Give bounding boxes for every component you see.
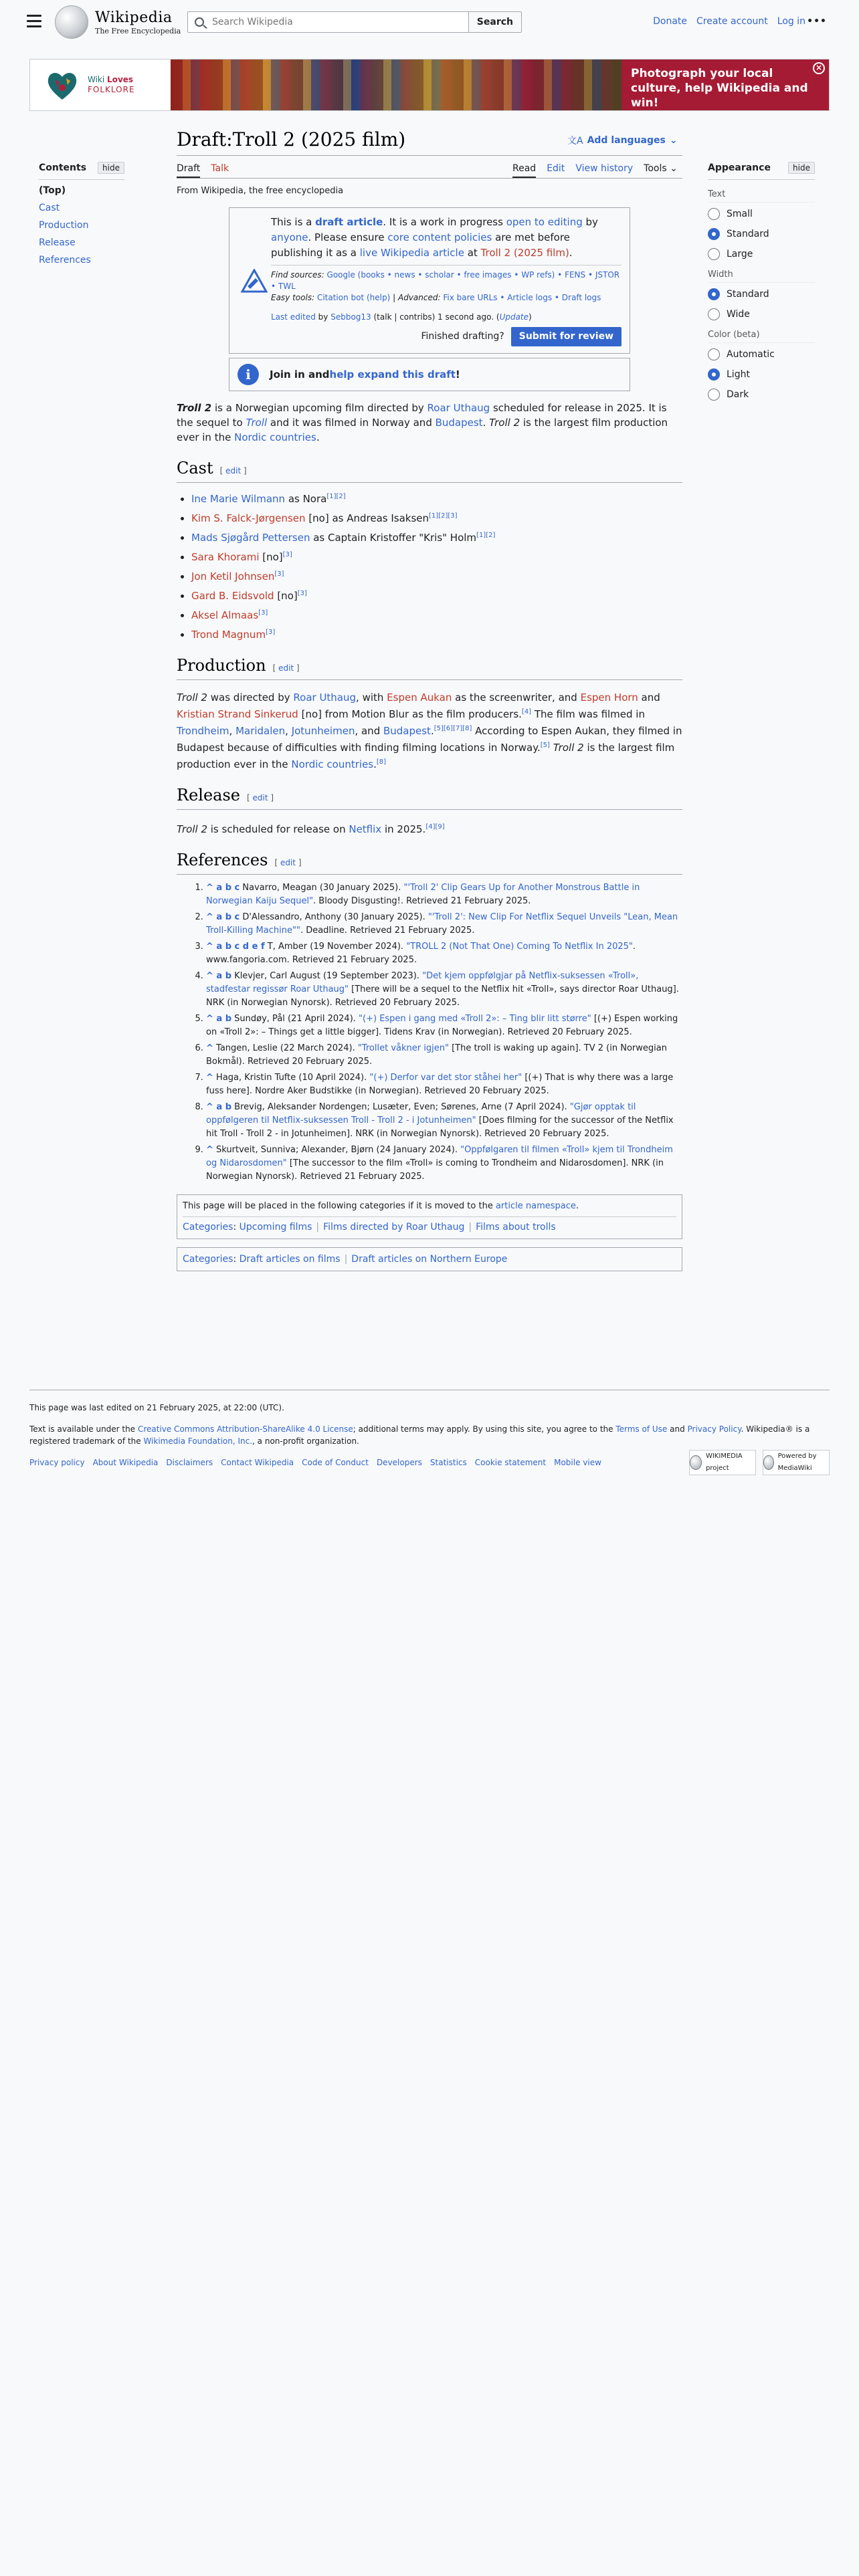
add-languages-label: Add languages [587, 135, 666, 146]
footer-link[interactable]: Privacy policy [29, 1458, 85, 1467]
advanced-tools-links[interactable]: Fix bare URLs • Article logs • Draft logs [443, 293, 601, 302]
cast-heading: Cast [ edit ] [177, 461, 682, 483]
more-options-icon[interactable]: ••• [807, 16, 827, 27]
roar-uthaug-link[interactable]: Roar Uthaug [293, 691, 357, 704]
footer-link[interactable]: Disclaimers [166, 1458, 213, 1467]
citation[interactable]: [4][9] [425, 823, 445, 831]
cast-list [177, 490, 682, 642]
terms-link[interactable]: Terms of Use [615, 1424, 668, 1434]
citation[interactable]: [4] [521, 708, 532, 716]
toc-item-top[interactable]: (Top) [39, 185, 66, 196]
footer-link[interactable]: Cookie statement [474, 1458, 547, 1467]
anyone-link[interactable]: anyone [271, 231, 308, 243]
reference-item: 5. ^ a b Sundøy, Pål (21 April 2024). "(+) Espen i gang med «Troll 2»: – Ting blir litt større" [(+) Espen working on «Troll 2»: – Things get a little bigger]. Tidens Krav (in Norwegian). Retrieved 20 February 2025. [206, 1012, 682, 1039]
wlf-folklore: FOLKLORE [88, 85, 135, 94]
draft-tools: Find sources: Google (books • news • scholar • free images • WP refs) • FENS • JSTOR • TWL Easy tools: Citation bot (help) | Advanced: Fix bare URLs • Article logs • Draft logs [271, 265, 622, 304]
references-edit-link[interactable]: edit [280, 858, 296, 867]
citation[interactable]: [5] [540, 742, 550, 749]
last-edited-footer: This page was last edited on 21 February 2025, at 22:00 (UTC). [29, 1403, 284, 1412]
submit-for-review-button[interactable]: Submit for review [511, 327, 622, 346]
separator: | [468, 1222, 472, 1232]
cast-item: • Ine Marie Wilmann as Nora[1][2] [191, 490, 682, 506]
wlf-loves: Loves [107, 75, 134, 84]
footer-link[interactable]: Developers [376, 1458, 422, 1467]
wiki-loves-folklore-logo [30, 60, 171, 110]
wikipedia-globe-icon [55, 5, 88, 39]
mediawiki-badge[interactable]: Powered by MediaWiki [763, 1450, 830, 1475]
footer-link[interactable]: Code of Conduct [302, 1458, 369, 1467]
cc-license-link[interactable]: Creative Commons Attribution-ShareAlike 4.0 License [137, 1424, 353, 1434]
reference-item: 9. ^ Skurtveit, Sunniva; Alexander, Bjørn (24 January 2024). "Oppfølgaren til filmen «Troll» kjem til Trondheim og Nidarosdomen" [The successor to the film «Troll» is coming to Trondheim and Nidarosdomen]. NRK (in Norwegian Nynorsk). Retrieved 21 February 2025. [206, 1144, 682, 1184]
toc-hide-button[interactable]: hide [98, 162, 124, 174]
espen-horn-link[interactable]: Espen Horn [580, 691, 638, 704]
citation[interactable]: [3] [282, 551, 292, 558]
backlink[interactable]: ^ [206, 1073, 213, 1083]
maridalen-link[interactable]: Maridalen [235, 725, 286, 737]
backlink[interactable]: ^ a b [206, 1102, 232, 1112]
cast-member-link[interactable]: Gard B. Eidsvold [191, 590, 274, 602]
production-edit-link[interactable]: edit [278, 663, 294, 673]
cast-member-link[interactable]: Trond Magnum [191, 629, 266, 641]
cast-member-link[interactable]: Kim S. Falck-Jørgensen [191, 512, 306, 524]
search-button[interactable]: Search [468, 11, 522, 33]
appearance-title: Appearance [708, 163, 771, 173]
reference-item: 2. ^ a b c D'Alessandro, Anthony (30 January 2025). "'Troll 2': New Clip For Netflix Sequel Unveils "Lean, Mean Troll-Killing Machine"". Deadline. Retrieved 21 February 2025. [206, 911, 682, 938]
cast-item: • Mads Sjøgård Pettersen as Captain Kristoffer "Kris" Holm[1][2] [191, 528, 682, 545]
footer-link[interactable]: Contact Wikipedia [221, 1458, 294, 1467]
tab-view-history[interactable]: View history [575, 163, 634, 174]
namespace-tabs [177, 163, 229, 178]
separator: | [344, 1254, 348, 1265]
separator: | [316, 1222, 320, 1232]
toc-title: Contents [39, 163, 87, 173]
appearance-hide-button[interactable]: hide [788, 162, 815, 174]
editor-user-link[interactable]: Sebbog13 [330, 312, 371, 322]
reference-item: 4. ^ a b Klevjer, Carl August (19 September 2023). "Det kjem oppfølgjar på Netflix-suksessen «Troll», stadfestar regissør Roar Uthaug" [There will be a sequel to the Netflix hit «Troll», says director Roar Uthaug]. NRK (in Norwegian Nynorsk). Retrieved 20 February 2025. [206, 970, 682, 1010]
donate-link[interactable]: Donate [653, 16, 688, 27]
cast-item [191, 567, 682, 584]
main-menu-icon[interactable] [27, 15, 41, 28]
site-tagline: From Wikipedia, the free encyclopedia [177, 186, 344, 196]
color-label: Color (beta) [708, 330, 815, 343]
live-article-link[interactable]: live Wikipedia article [359, 247, 464, 259]
cast-item: • Sara Khorami [no][3] [191, 548, 682, 564]
trondheim-link[interactable]: Trondheim [177, 725, 229, 737]
appearance-panel [708, 162, 815, 409]
backlink[interactable]: ^ a b [206, 1014, 232, 1024]
backlink[interactable]: ^ [206, 1145, 213, 1155]
nordic-countries-link[interactable]: Nordic countries [234, 431, 316, 443]
tab-edit[interactable]: Edit [547, 163, 565, 174]
site-header [0, 0, 859, 43]
search-icon [195, 17, 204, 27]
backlink[interactable]: ^ a b c [206, 883, 240, 893]
reference-link[interactable]: "(+) Derfor var det stor ståhei her" [369, 1073, 522, 1083]
text-standard-radio[interactable]: Standard [708, 228, 815, 240]
cast-member-link[interactable]: Jon Ketil Johnsen [191, 570, 275, 582]
backlink[interactable]: ^ a b [206, 971, 232, 981]
add-languages-button[interactable] [567, 134, 678, 147]
reference-link[interactable]: "TROLL 2 (Not That One) Coming To Netflix In 2025" [406, 942, 633, 952]
budapest-link[interactable]: Budapest [435, 417, 483, 429]
width-label: Width [708, 270, 815, 283]
reference-item: 1. ^ a b c Navarro, Meagan (30 January 2025). "'Troll 2' Clip Gears Up for Another Monstrous Battle in Norwegian Kaiju Sequel". Bloody Disgusting!. Retrieved 21 February 2025. [206, 881, 682, 908]
width-standard-radio[interactable]: Standard [708, 288, 815, 300]
category-link[interactable]: Draft articles on films [239, 1254, 341, 1265]
search-input[interactable] [211, 16, 465, 28]
references-list [177, 881, 682, 1184]
troll-link[interactable]: Troll [246, 417, 268, 429]
reference-link[interactable]: "(+) Espen i gang med «Troll 2»: – Ting blir litt større" [359, 1014, 591, 1024]
update-link[interactable]: Update [499, 312, 529, 322]
cast-edit-link[interactable]: edit [225, 466, 242, 475]
categories-box: Categories: Draft articles on films | Draft articles on Northern Europe [177, 1247, 682, 1271]
backlink[interactable]: ^ [206, 1043, 213, 1053]
language-icon: 文A [567, 136, 583, 146]
category-link[interactable]: Draft articles on Northern Europe [351, 1254, 508, 1265]
jotunheimen-link[interactable]: Jotunheimen [291, 725, 355, 737]
category-link[interactable]: Upcoming films [239, 1222, 312, 1232]
wlf-wiki: Wiki [88, 75, 105, 84]
kristian-sinkerud-link[interactable]: Kristian Strand Sinkerud [177, 708, 298, 720]
tab-draft[interactable]: Draft [177, 163, 200, 178]
toc-item-release[interactable]: Release [39, 237, 76, 248]
banner-cta-text: Photograph your local culture, help Wikipedia and win! [631, 67, 808, 110]
wikimedia-badge[interactable]: WIKIMEDIA project [689, 1450, 756, 1475]
footer-link[interactable]: Mobile view [554, 1458, 601, 1467]
cast-item [191, 625, 682, 642]
cast-member-link[interactable]: Aksel Almaas [191, 609, 259, 621]
reference-link[interactable]: "'Troll 2': New Clip For Netflix Sequel Unveils "Lean, Mean Troll-Killing Machine"" [206, 912, 678, 936]
finished-drafting-label: Finished drafting? [421, 331, 504, 342]
user-links [653, 16, 805, 27]
release-paragraph: Troll 2 is scheduled for release on Netflix in 2025.[4][9] [177, 823, 445, 835]
cast-member-link[interactable]: Sara Khorami [191, 551, 260, 563]
page-footer [29, 1402, 830, 1472]
draft-article-link[interactable]: draft article [315, 216, 383, 228]
categories-label[interactable]: Categories [183, 1222, 233, 1232]
production-paragraph: Troll 2 was directed by Roar Uthaug, with Espen Aukan as the screenwriter, and Espen Horn and Kristian Strand Sinkerud [no] from Motion Blur as the film producers.[4] The film was filmed in Trondheim, Maridalen, Jotunheimen, and Budapest.[5][6][7][8] According to Espen Aukan, they filmed in Budapest because of difficulties with finding filming locations in Norway.[5] Troll 2 is the largest film production ever in the Nordic countries.[8] [177, 691, 682, 770]
wikipedia-logo[interactable] [55, 5, 181, 39]
budapest-link[interactable]: Budapest [383, 725, 431, 737]
info-icon: i [237, 364, 259, 385]
table-of-contents [39, 162, 132, 272]
wmf-link[interactable]: Wikimedia Foundation, Inc. [143, 1436, 253, 1446]
netflix-link[interactable]: Netflix [349, 823, 382, 835]
search-box[interactable] [187, 11, 468, 33]
production-heading: Production [ edit ] [177, 658, 682, 680]
last-edited-link[interactable]: Last edited [271, 312, 316, 322]
draft-notice: This is a draft article. It is a work in progress open to editing by anyone. Please ensure core content policies are met before publishing it as a live Wikipedia article at Troll 2 (2025 film). Find sources: Google (books • news • scholar • free images • WP refs) • FENS • JSTOR • TWL Easy tools: Citation bot (help) | Advanced: Fix bare URLs • Article logs • Draft logs Last edited by Sebbog13 (talk | contribs) 1 second ago. (Update) Finished drafting? Submit for review [229, 207, 630, 354]
reference-link[interactable]: "Det kjem oppfølgjar på Netflix-suksessen «Troll», stadfestar regissør Roar Uthaug" [206, 971, 639, 994]
cast-item [191, 606, 682, 623]
cast-member-link[interactable]: Mads Sjøgård Pettersen [191, 532, 310, 544]
citation[interactable]: [3] [266, 629, 276, 636]
color-dark-radio[interactable]: Dark [708, 389, 815, 401]
backlink[interactable]: ^ a b c [206, 912, 240, 922]
banner-photo [171, 60, 622, 110]
text-size-label: Text [708, 189, 815, 203]
espen-aukan-link[interactable]: Espen Aukan [387, 691, 452, 704]
create-account-link[interactable]: Create account [696, 16, 768, 27]
category-link[interactable]: Films directed by Roar Uthaug [323, 1222, 465, 1232]
width-wide-radio[interactable]: Wide [708, 308, 815, 320]
citation[interactable]: [3] [274, 570, 284, 578]
reference-link[interactable]: "'Troll 2' Clip Gears Up for Another Monstrous Battle in Norwegian Kaiju Sequel" [206, 883, 640, 906]
join-notice: i Join in and help expand this draft ! [229, 358, 630, 391]
heart-icon [43, 66, 81, 104]
roar-uthaug-link[interactable]: Roar Uthaug [427, 402, 490, 414]
article-namespace-link[interactable]: article namespace [495, 1201, 576, 1211]
release-edit-link[interactable]: edit [252, 793, 268, 802]
cast-item: • Gard B. Eidsvold [no][3] [191, 586, 682, 603]
footer-link[interactable]: About Wikipedia [92, 1458, 159, 1467]
core-policies-link[interactable]: core content policies [387, 231, 492, 243]
privacy-link[interactable]: Privacy Policy [687, 1424, 741, 1434]
license-text: Text is available under the Creative Commons Attribution-ShareAlike 4.0 License; additional terms may apply. By using this site, you agree to the Terms of Use and Privacy Policy. Wikipedia® is a registered trademark of the Wikimedia Foundation, Inc., a non-profit organization. [29, 1424, 810, 1446]
categories-label[interactable]: Categories [183, 1254, 233, 1265]
draft-categories-box: This page will be placed in the following categories if it is moved to the article namespace. Categories: Upcoming films | Films directed by Roar Uthaug | Films about trolls [177, 1194, 682, 1239]
chevron-down-icon: ⌄ [670, 163, 678, 174]
citation[interactable]: [1][2] [326, 493, 346, 500]
toc-item-cast[interactable]: Cast [39, 203, 60, 213]
title-divider [177, 155, 682, 156]
logo-tagline: The Free Encyclopedia [95, 26, 181, 35]
open-to-editing-link[interactable]: open to editing [506, 216, 583, 228]
tab-read[interactable]: Read [512, 163, 536, 178]
citation[interactable]: [1][2][3] [429, 512, 458, 520]
search-form [187, 11, 522, 33]
find-sources-links[interactable]: Google (books • news • scholar • free images • WP refs) • FENS • JSTOR • TWL [271, 270, 620, 291]
target-article-link[interactable]: Troll 2 (2025 film) [480, 247, 569, 259]
reference-link[interactable]: "Gjør opptak til oppfølgeren til Netflix-suksessen Troll - Troll 2 - i Jotunheimen" [206, 1102, 636, 1125]
citation[interactable]: [1][2] [476, 532, 496, 539]
article-content [177, 207, 682, 1271]
page-title: Draft:Troll 2 (2025 film) [177, 128, 406, 150]
citation[interactable]: [8] [376, 758, 387, 766]
toc-item-production[interactable]: Production [39, 220, 89, 231]
cast-member-link[interactable]: Ine Marie Wilmann [191, 493, 286, 505]
footer-link[interactable]: Statistics [430, 1458, 467, 1467]
logo-wordmark: Wikipedia [95, 9, 173, 26]
lead-paragraph: Troll 2 is a Norwegian upcoming film directed by Roar Uthaug scheduled for release in 2025. It is the sequel to Troll and it was filmed in Norway and Budapest. Troll 2 is the largest film production ever in the Nordic countries. [177, 402, 668, 443]
citation-bot-link[interactable]: Citation bot (help) [316, 293, 391, 302]
mediawiki-icon [763, 1455, 774, 1470]
last-edited-info: Last edited by Sebbog13 (talk | contribs) 1 second ago. (Update) [271, 312, 532, 322]
citation[interactable]: [3] [297, 590, 307, 597]
backlink[interactable]: ^ a b c d e f [206, 942, 265, 952]
color-light-radio[interactable]: Light [708, 368, 815, 381]
citation[interactable]: [5][6][7][8] [434, 725, 472, 732]
text-small-radio[interactable]: Small [708, 208, 815, 220]
tabs-divider [177, 178, 682, 179]
text-large-radio[interactable]: Large [708, 248, 815, 260]
references-heading: References [ edit ] [177, 853, 682, 875]
view-tabs [512, 163, 678, 178]
release-heading: Release [ edit ] [177, 788, 682, 810]
banner-cta[interactable] [622, 60, 829, 110]
draft-warning-icon [237, 215, 271, 346]
tab-tools[interactable]: Tools ⌄ [644, 163, 678, 174]
close-icon[interactable]: × [813, 62, 825, 74]
citation[interactable]: [3] [258, 609, 268, 617]
campaign-banner[interactable] [29, 59, 830, 111]
reference-item: 3. ^ a b c d e f T, Amber (19 November 2024). "TROLL 2 (Not That One) Coming To Netflix In 2025". www.fangoria.com. Retrieved 21 February 2025. [206, 940, 682, 967]
nordic-countries-link[interactable]: Nordic countries [291, 758, 374, 770]
tab-talk[interactable]: Talk [211, 163, 229, 174]
color-automatic-radio[interactable]: Automatic [708, 348, 815, 360]
reference-item: 8. ^ a b Brevig, Aleksander Nordengen; Lusæter, Even; Sørenes, Arne (7 April 2024). "Gjør opptak til oppfølgeren til Netflix-suksessen Troll - Troll 2 - i Jotunheimen" [Does filming for the successor of the Netflix hit Troll - Troll 2 - in Jotunheimen]. NRK (in Norwegian Nynorsk). Retrieved 20 February 2025. [206, 1101, 682, 1141]
reference-link[interactable]: "Oppfølgaren til filmen «Troll» kjem til Trondheim og Nidarosdomen" [206, 1145, 673, 1168]
wikimedia-icon [690, 1455, 702, 1470]
chevron-down-icon: ⌄ [669, 135, 678, 146]
toc-item-references[interactable]: References [39, 255, 91, 265]
login-link[interactable]: Log in [777, 16, 805, 27]
category-link[interactable]: Films about trolls [476, 1222, 556, 1232]
cast-item: • Kim S. Falck-Jørgensen [no] as Andreas Isaksen[1][2][3] [191, 509, 682, 526]
reference-item: 6. ^ Tangen, Leslie (22 March 2024). "Trollet våkner igjen" [The troll is waking up again]. TV 2 (in Norwegian Bokmål). Retrieved 20 February 2025. [206, 1042, 682, 1069]
reference-link[interactable]: "Trollet våkner igjen" [357, 1043, 449, 1053]
reference-item: 7. ^ Haga, Kristin Tufte (10 April 2024). "(+) Derfor var det stor ståhei her" [(+) That is why there was a large fuss here]. Nordre Aker Budstikke (in Norwegian). Retrieved 20 February 2025. [206, 1071, 682, 1098]
help-expand-link[interactable]: help expand this draft [329, 368, 456, 381]
